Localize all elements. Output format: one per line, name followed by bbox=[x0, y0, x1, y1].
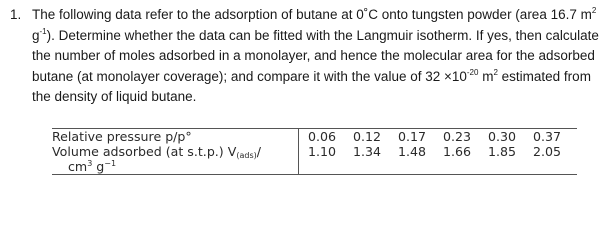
volume-adsorbed-values bbox=[308, 144, 578, 159]
table-bottom-rule bbox=[52, 174, 577, 175]
table-cell: 1.85 bbox=[488, 144, 517, 159]
table-cell: 0.12 bbox=[353, 129, 382, 144]
table-cell: 1.48 bbox=[398, 144, 427, 159]
label-part: / bbox=[256, 144, 261, 159]
question-text-part: g bbox=[32, 27, 40, 43]
table-cell: 1.66 bbox=[443, 144, 472, 159]
question-text-part: The following data refer to the adsorption of butane at 0˚C onto tungsten powder (area 16.7 m bbox=[32, 7, 592, 22]
table-cell: 1.10 bbox=[308, 144, 337, 159]
units-part: g bbox=[92, 159, 105, 174]
table-column-separator bbox=[298, 128, 299, 174]
table-cell: 0.23 bbox=[443, 129, 472, 144]
subscript: (ads) bbox=[236, 151, 257, 160]
volume-adsorbed-label bbox=[52, 144, 261, 159]
superscript: 2 bbox=[493, 67, 498, 77]
question-text-part: estimated from the density of liquid butane. bbox=[32, 68, 591, 104]
question-text-part: m bbox=[478, 68, 494, 84]
table-cell: 0.37 bbox=[533, 129, 562, 144]
superscript: −1 bbox=[104, 159, 117, 168]
relative-pressure-values bbox=[308, 129, 578, 144]
table-cell: 1.34 bbox=[353, 144, 382, 159]
table-cell: 0.06 bbox=[308, 129, 337, 144]
relative-pressure-label: Relative pressure p/p° bbox=[52, 129, 192, 144]
question-text bbox=[32, 5, 606, 108]
question-number: 1. bbox=[10, 7, 22, 22]
question-text-part: ). Determine whether the data can be fitted with the Langmuir isotherm. If yes, then calculate the number of moles adsorbed in a monolayer, and hence the molecular area for the adsorbed butane (at monolayer coverage); and compare it with the value of 32 ×10 bbox=[32, 27, 599, 84]
units-part: cm bbox=[68, 159, 88, 174]
superscript: -20 bbox=[466, 67, 479, 77]
superscript: 3 bbox=[87, 159, 93, 168]
volume-adsorbed-units bbox=[68, 159, 116, 174]
superscript: 2 bbox=[591, 6, 597, 15]
label-part: Volume adsorbed (at s.t.p.) V bbox=[52, 144, 237, 159]
table-cell: 0.17 bbox=[398, 129, 427, 144]
table-cell: 0.30 bbox=[488, 129, 517, 144]
superscript: -1 bbox=[39, 26, 47, 36]
table-cell: 2.05 bbox=[533, 144, 562, 159]
